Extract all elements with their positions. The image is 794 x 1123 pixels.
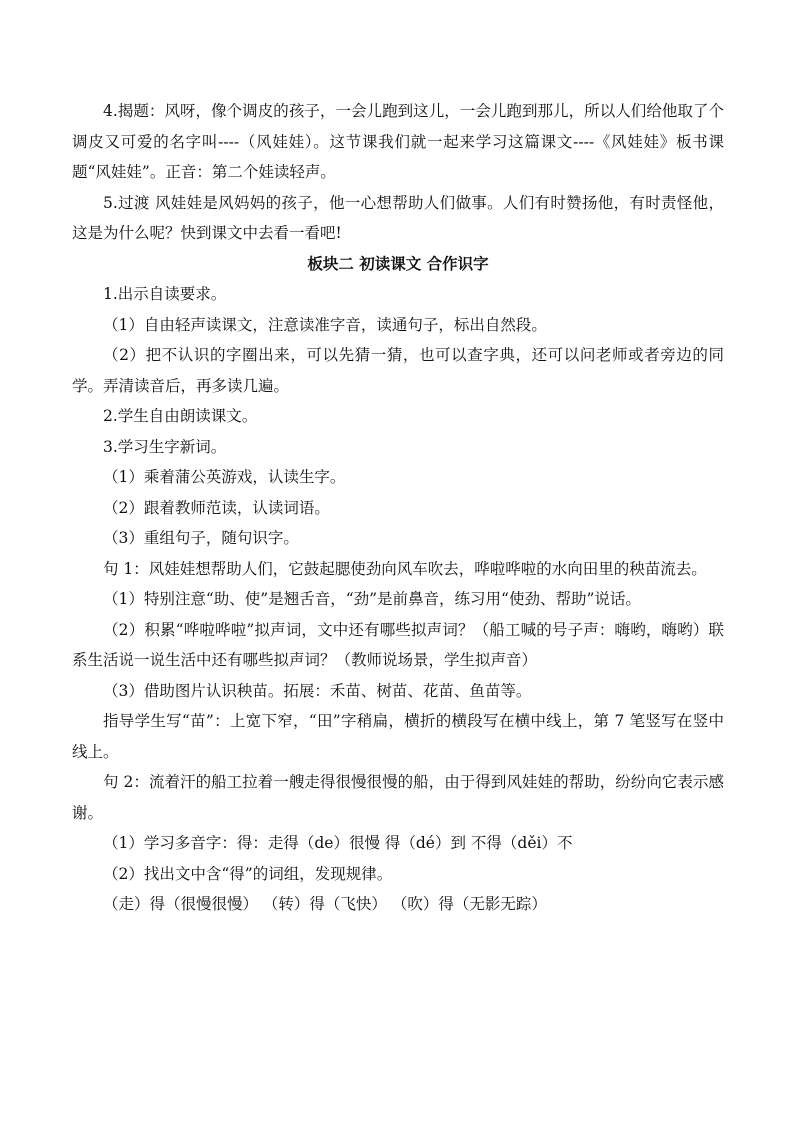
paragraph-item: （1）特别注意“助、使”是翘舌音，“劲”是前鼻音，练习用“使劲、帮助”说话。: [103, 590, 641, 608]
paragraph-item: （2）把不认识的字圈出来，可以先猜一猜，也可以查字典，还可以问老师或者旁边的同学。弄清读音后，再多读几遍。: [72, 346, 724, 395]
paragraph-item: （3）重组句子，随句识字。: [103, 529, 299, 547]
paragraph-item: 3.学习生字新词。: [103, 437, 227, 456]
paragraph-writing-guide: 指导学生写“苗”：上宽下窄，“田”字稍扁，横折的横段写在横中线上，第 7 笔竖写在竖中线上。: [72, 712, 724, 761]
paragraph-item: 1.出示自读要求。: [103, 285, 227, 303]
paragraph-sentence-2: 句 2：流着汗的船工拉着一艘走得很慢很慢的船，由于得到风娃娃的帮助，纷纷向它表示感谢。: [72, 773, 724, 822]
paragraph-sentence-1: 句 1：风娃娃想帮助人们，它鼓起腮使劲向风车吹去，哗啦哗啦的水向田里的秧苗流去。: [103, 559, 707, 578]
paragraph-item: （3）借助图片认识秧苗。拓展：禾苗、树苗、花苗、鱼苗等。: [103, 681, 532, 700]
paragraph-item: （1）乘着蒲公英游戏，认读生字。: [103, 468, 346, 486]
paragraph-item: （2）跟着教师范读，认读词语。: [103, 498, 330, 517]
paragraph-item: （1）自由轻声读课文，注意读准字音，读通句子，标出自然段。: [103, 315, 547, 334]
paragraph-item: 2.学生自由朗读课文。: [103, 407, 258, 425]
paragraph-item: （2）积累“哗啦哗啦”拟声词，文中还有哪些拟声词？（船工喊的号子声：嗨哟，嗨哟）联系生活说一说生活中还有哪些拟声词？（教师说场景，学生拟声音）: [72, 620, 724, 669]
paragraph-examples: （走）得（很慢很慢） （转）得（飞快） （吹）得（无影无踪）: [103, 895, 547, 913]
paragraph-transition: 5.过渡 风娃娃是风妈妈的孩子，他一心想帮助人们做事。人们有时赞扬他，有时责怪他，这是为什么呢？快到课文中去看一看吧!: [72, 193, 724, 242]
paragraph-reveal-title: 4.揭题：风呀，像个调皮的孩子，一会儿跑到这儿，一会儿跑到那儿，所以人们给他取了个调皮又可爱的名字叫----（风娃娃）。这节课我们就一起来学习这篇课文----《风娃娃》板书课题“风娃娃”。正音：第二个娃读轻声。: [72, 102, 724, 181]
paragraph-item: （2）找出文中含“得”的词组，发现规律。: [103, 864, 393, 883]
section-heading: 板块二 初读课文 合作识字: [307, 253, 489, 273]
paragraph-item: （1）学习多音字：得：走得（de）很慢 得（dé）到 不得（děi）不: [103, 834, 573, 852]
document-page: [72, 96, 724, 920]
